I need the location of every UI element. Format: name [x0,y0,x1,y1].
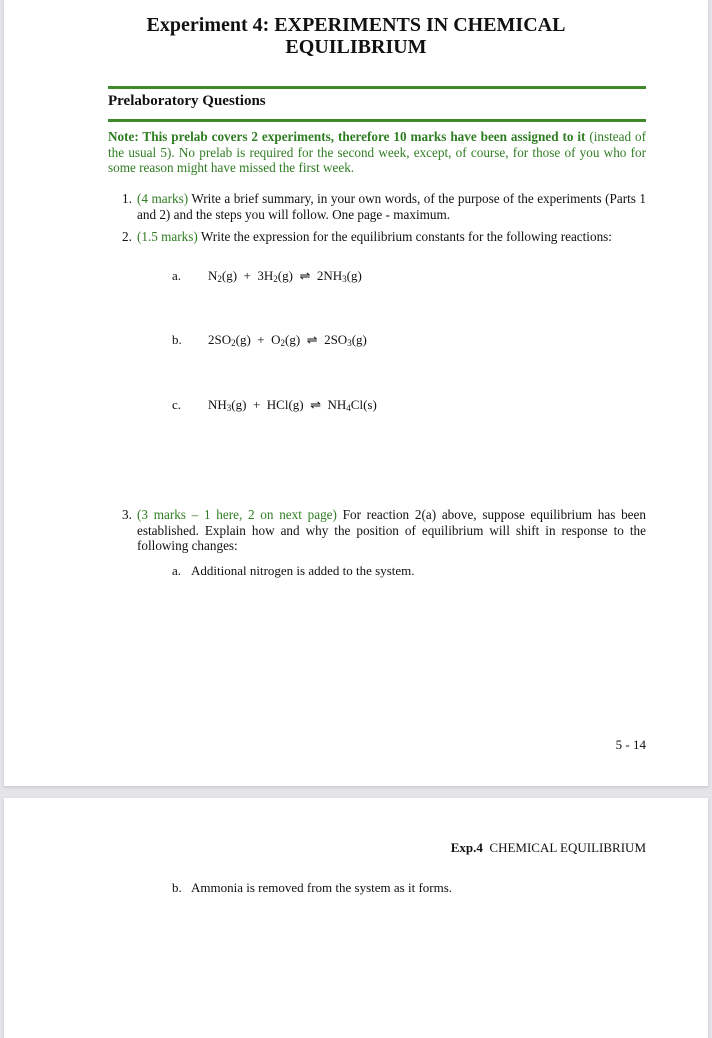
question-marks: (3 marks – 1 here, 2 on next page) [137,507,337,522]
reaction-equation: $2SO_2(g) + O_2(g)$ ⇌ $2SO_3(g)$ [208,332,367,348]
question-number: 1. [122,191,132,206]
question-3b [172,880,572,896]
prelab-note [108,129,646,176]
sub-question-text: Ammonia is removed from the system as it forms. [191,880,453,895]
section-heading: Prelaboratory Questions [108,93,266,109]
question-marks: (4 marks) [137,191,189,206]
sub-question-text: Additional nitrogen is added to the system. [191,563,415,578]
question-marks: (1.5 marks) [137,229,198,244]
question-2 [122,229,646,245]
question-number: 3. [122,507,132,522]
reaction-b [172,332,572,348]
reaction-label: b. [172,332,182,347]
reaction-equation: $NH_3(g) + HCl(g)$ ⇌ $NH_4Cl(s)$ [208,397,377,413]
question-number: 2. [122,229,132,244]
question-3 [122,507,646,554]
document-page-2 [4,798,708,1038]
page-title [4,14,708,58]
sub-question-label: a. [172,563,182,578]
header-exp-number: Exp.4 [450,840,483,855]
running-header [451,840,646,856]
header-title: CHEMICAL EQUILIBRIUM [482,840,646,855]
question-text: For reaction 2(a) above, suppose equilibrium has been established. Explain how and why the position of equilibrium will shift in response to the following changes: [137,507,646,553]
note-text: (instead of the usual 5). No prelab is required for the second week, except, of course, for those of you who for some reason might have missed the first week. [108,129,647,175]
title-line-1: Experiment 4: EXPERIMENTS IN CHEMICAL [146,14,566,36]
question-text: Write the expression for the equilibrium constants for the following reactions: [197,229,612,244]
note-bold: Note: This prelab covers 2 experiments, therefore 10 marks have been assigned to it [108,129,586,144]
divider [108,119,646,122]
sub-question-label: b. [172,880,182,895]
title-line-2: EQUILIBRIUM [285,36,427,58]
reaction-equation: $N_2(g) + 3H_2(g)$ ⇌ $2NH_3(g)$ [208,268,362,284]
reaction-a [172,268,572,284]
document-page-1 [4,0,708,786]
question-3a [172,563,572,579]
page-number: 5 - 14 [615,737,646,752]
reaction-label: c. [172,397,182,412]
reaction-c [172,397,572,413]
question-1 [122,191,646,222]
reaction-label: a. [172,268,182,283]
question-text: Write a brief summary, in your own words, of the purpose of the experiments (Parts 1 and 2) and the steps you will follow. One page - maximum. [137,191,646,222]
divider [108,86,646,89]
